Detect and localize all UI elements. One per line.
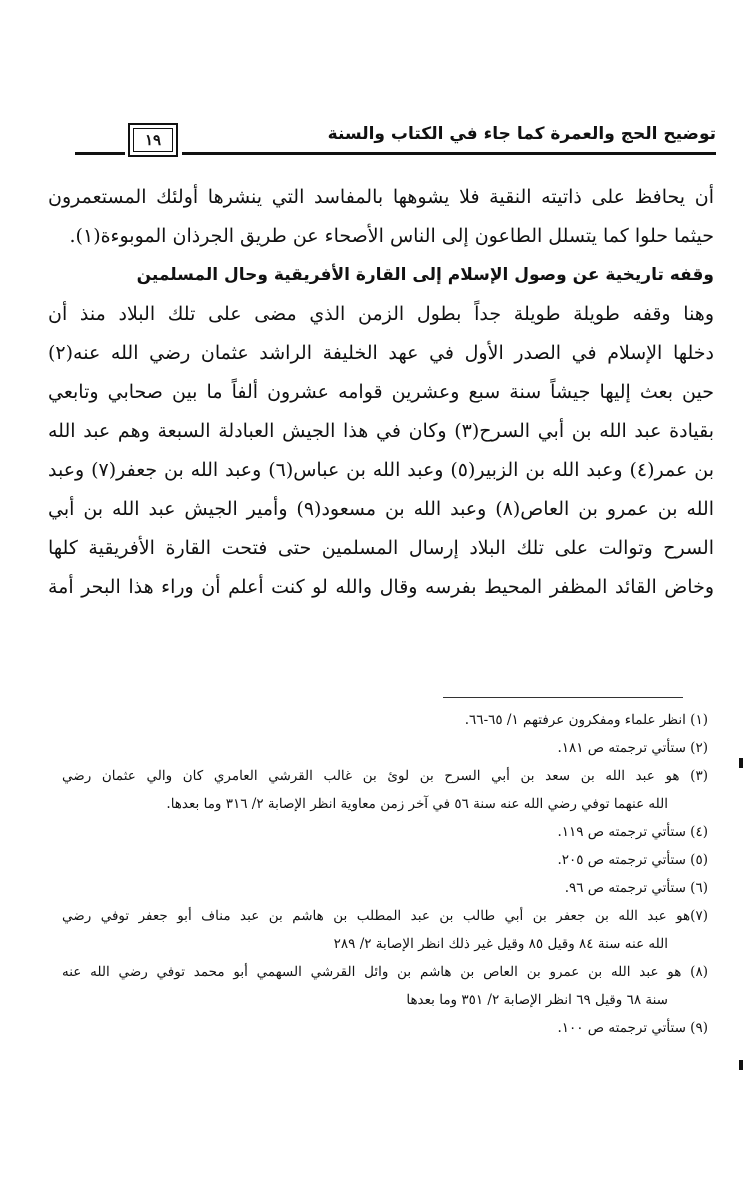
footnote: (١) انظر علماء ومفكرون عرفتهم ١/ ٦٥-٦٦. [464, 712, 708, 728]
header-rule [182, 152, 716, 155]
footnote-continuation: الله عنه سنة ٨٤ وقيل ٨٥ وقيل غير ذلك انظر الإصابة ٢/ ٢٨٩ [333, 936, 668, 952]
main-text [48, 178, 714, 607]
body-line: دخلها الإسلام في الصدر الأول في عهد الخليفة الراشد عثمان رضي الله عنه(٢) [48, 342, 714, 364]
footnote: (٢) ستأتي ترجمته ص ١٨١. [557, 740, 708, 756]
page-number-box [128, 123, 178, 157]
body-line: الله بن عمرو بن العاص(٨) وعبد الله بن مسعود(٩) وأمير الجيش عبد الله بن أبي [48, 498, 714, 520]
footnote-separator [443, 697, 683, 698]
body-line: أن يحافظ على ذاتيته النقية فلا يشوهها بالمفاسد التي ينشرها أولئك المستعمرون [48, 186, 714, 208]
footnote: (٣) هو عبد الله بن سعد بن أبي السرح بن لوئ بن غالب القرشي العامري كان والي عثمان رضي [62, 768, 708, 784]
scan-mark [739, 1060, 743, 1070]
footnote: (٧)هو عبد الله بن جعفر بن أبي طالب بن عبد المطلب بن هاشم بن عبد مناف أبو جعفر توفي رضي [62, 908, 708, 924]
body-line: بن عمر(٤) وعبد الله بن الزبير(٥) وعبد الله بن عباس(٦) وعبد الله بن جعفر(٧) وعبد [48, 459, 714, 481]
section-heading: وقفه تاريخية عن وصول الإسلام إلى القارة الأفريقية وحال المسلمين [136, 265, 714, 285]
footnote: (٤) ستأتي ترجمته ص ١١٩. [557, 824, 708, 840]
header-rule-left [75, 152, 125, 155]
body-line: السرح وتوالت على تلك البلاد إرسال المسلمين حتى فتحت القارة الأفريقية كلها [48, 537, 714, 559]
footnote-continuation: الله عنهما توفي رضي الله عنه سنة ٥٦ في آخر زمن معاوية انظر الإصابة ٢/ ٣١٦ وما بعدها. [166, 796, 668, 812]
footnote-continuation: سنة ٦٨ وقيل ٦٩ انظر الإصابة ٢/ ٣٥١ وما بعدها [406, 992, 668, 1008]
body-line: حيثما حلوا كما يتسلل الطاعون إلى الناس الأصحاء عن طريق الجرذان الموبوءة(١). [69, 225, 714, 247]
page-number: ١٩ [144, 131, 162, 149]
footnote: (٨) هو عبد الله بن عمرو بن العاص بن هاشم بن وائل القرشي السهمي أبو محمد توفي رضي الله عنه [62, 964, 708, 980]
body-line: وخاض القائد المظفر المحيط بفرسه وقال والله لو كنت أعلم أن وراء هذا البحر أمة [48, 576, 714, 598]
footnote: (٩) ستأتي ترجمته ص ١٠٠. [557, 1020, 708, 1036]
body-line: حين بعث إليها جيشاً سنة سبع وعشرين قوامه عشرون ألفاً ما بين صحابي وتابعي [48, 381, 714, 403]
footnote: (٥) ستأتي ترجمته ص ٢٠٥. [557, 852, 708, 868]
footnote: (٦) ستأتي ترجمته ص ٩٦. [564, 880, 708, 896]
footnotes [62, 706, 708, 1042]
scan-mark [739, 758, 743, 768]
body-line: وهنا وقفه طويلة طويلة جداً بطول الزمن الذي مضى على تلك البلاد منذ أن [48, 303, 714, 325]
body-line: بقيادة عبد الله بن أبي السرح(٣) وكان في هذا الجيش العبادلة السبعة وهم عبد الله [48, 420, 714, 442]
running-header-title: توضيح الحج والعمرة كما جاء في الكتاب والسنة [327, 124, 716, 144]
